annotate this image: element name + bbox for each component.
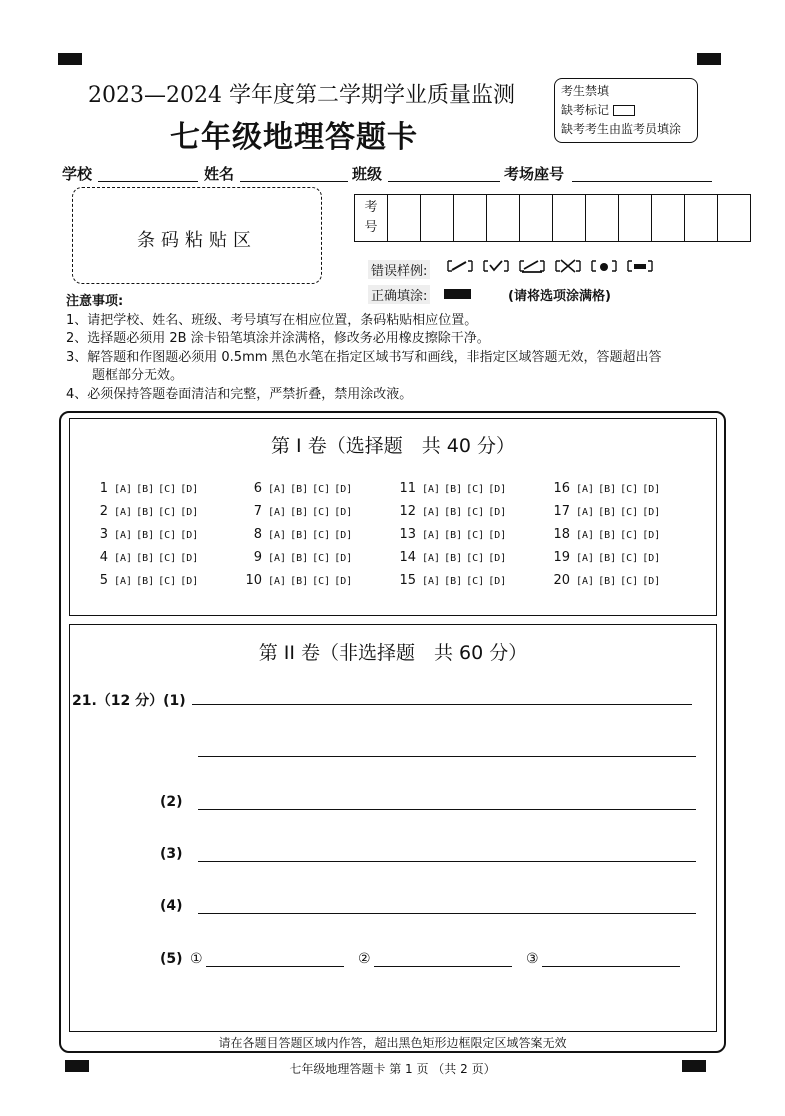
choice-bubble[interactable]: [A] [576, 530, 595, 541]
question-number: 12 [399, 504, 416, 519]
answer-line-5a[interactable] [206, 966, 344, 967]
choice-bubble[interactable]: [C] [312, 576, 331, 587]
seat-label: 考场座号 [504, 165, 565, 183]
choice-bubble[interactable]: [B] [136, 507, 155, 518]
choice-bubble[interactable]: [C] [158, 507, 177, 518]
choice-bubble[interactable]: [A] [422, 484, 441, 495]
choice-question [244, 504, 356, 519]
blank-1-marker: ① [190, 951, 203, 967]
choice-bubble[interactable]: [B] [444, 576, 463, 587]
answer-line-1a[interactable] [192, 704, 692, 705]
choice-bubble[interactable]: [A] [422, 576, 441, 587]
answer-line-1b[interactable] [198, 756, 696, 757]
choice-bubble[interactable]: [D] [334, 484, 353, 495]
question-number: 13 [399, 527, 416, 542]
choice-bubble[interactable]: [C] [620, 484, 639, 495]
exam-number-cell[interactable] [553, 195, 586, 241]
absent-mark-box [554, 78, 698, 143]
subquestion-5-label: (5) [160, 951, 183, 967]
choice-bubble[interactable]: [D] [642, 576, 661, 587]
choice-bubble[interactable]: [B] [598, 484, 617, 495]
absent-mark-checkbox[interactable] [613, 105, 635, 116]
choice-question [244, 481, 356, 496]
error-sample-dot-icon [590, 259, 618, 273]
question-number: 3 [99, 527, 108, 542]
choice-bubble[interactable]: [B] [598, 507, 617, 518]
error-example-label: 错误样例: [368, 260, 430, 279]
question-number: 8 [253, 527, 262, 542]
error-sample-partial-icon [626, 259, 654, 273]
choice-bubble[interactable]: [A] [576, 507, 595, 518]
error-sample-check-icon [482, 259, 510, 273]
exam-number-cell[interactable] [421, 195, 454, 241]
choice-question [552, 573, 664, 588]
question-number: 10 [245, 573, 262, 588]
question-number: 14 [399, 550, 416, 565]
choice-bubble[interactable]: [B] [136, 530, 155, 541]
choice-question [552, 550, 664, 565]
choice-bubble[interactable]: [C] [312, 530, 331, 541]
choice-bubble[interactable]: [D] [642, 507, 661, 518]
choice-bubble[interactable]: [D] [488, 576, 507, 587]
question-21-label: 21.（12 分）(1) [72, 693, 186, 709]
choice-bubble[interactable]: [D] [488, 530, 507, 541]
choice-bubble[interactable]: [C] [158, 576, 177, 587]
question-number: 16 [553, 481, 570, 496]
school-label: 学校 [62, 165, 93, 183]
question-number: 9 [253, 550, 262, 565]
choice-bubble[interactable]: [B] [598, 553, 617, 564]
choice-bubble[interactable]: [A] [114, 507, 133, 518]
instructions [66, 293, 746, 404]
choice-question [90, 504, 202, 519]
absent-box-heading: 考生禁填 [561, 84, 610, 98]
choice-bubble[interactable]: [D] [180, 507, 199, 518]
choice-bubble[interactable]: [B] [444, 530, 463, 541]
question-number: 18 [553, 527, 570, 542]
exam-title: 2023—2024 学年度第二学期学业质量监测 [88, 83, 515, 108]
question-number: 15 [399, 573, 416, 588]
question-number: 4 [99, 550, 108, 565]
choice-bubble[interactable]: [C] [620, 530, 639, 541]
answer-line-3[interactable] [198, 861, 696, 862]
choice-bubble[interactable]: [C] [312, 507, 331, 518]
error-sample-underline-icon [518, 259, 546, 273]
student-info-fields [62, 163, 722, 187]
exam-number-cell[interactable] [652, 195, 685, 241]
choice-bubble[interactable]: [D] [642, 530, 661, 541]
choice-bubble[interactable]: [C] [158, 484, 177, 495]
choice-bubble[interactable]: [C] [466, 530, 485, 541]
choice-bubble[interactable]: [A] [114, 530, 133, 541]
instructions-heading: 注意事项: [66, 294, 124, 309]
question-number: 20 [553, 573, 570, 588]
choice-section-title: 第 I 卷（选择题 共 40 分） [271, 435, 515, 457]
subquestion-3-label: (3) [160, 846, 183, 862]
choice-bubble[interactable]: [A] [268, 484, 287, 495]
error-example-marks [446, 259, 654, 273]
choice-bubble[interactable]: [D] [488, 484, 507, 495]
choice-bubble[interactable]: [D] [334, 507, 353, 518]
exam-number-cell[interactable] [619, 195, 652, 241]
choice-bubble[interactable]: [B] [290, 530, 309, 541]
choice-bubble[interactable]: [A] [422, 553, 441, 564]
choice-bubble[interactable]: [C] [466, 553, 485, 564]
boundary-warning: 请在各题目答题区域内作答，超出黑色矩形边框限定区域答案无效 [218, 1036, 567, 1050]
choice-section [69, 418, 717, 616]
choice-bubble[interactable]: [B] [598, 576, 617, 587]
choice-question [398, 504, 510, 519]
choice-bubble[interactable]: [A] [422, 530, 441, 541]
choice-bubble[interactable]: [A] [114, 576, 133, 587]
choice-bubble[interactable]: [A] [422, 507, 441, 518]
page-number: 七年级地理答题卡 第 1 页 （共 2 页） [289, 1062, 496, 1076]
choice-bubble[interactable]: [B] [444, 484, 463, 495]
subquestion-2-label: (2) [160, 794, 183, 810]
choice-bubble[interactable]: [C] [158, 553, 177, 564]
exam-number-cell[interactable] [718, 195, 750, 241]
choice-question [244, 527, 356, 542]
blank-2-marker: ② [358, 951, 371, 967]
choice-bubble[interactable]: [D] [642, 553, 661, 564]
choice-bubble[interactable]: [D] [180, 530, 199, 541]
choice-bubble[interactable]: [B] [290, 507, 309, 518]
barcode-label: 条码粘贴区 [137, 230, 257, 251]
question-number: 19 [553, 550, 570, 565]
class-input-line[interactable] [388, 181, 500, 182]
choice-question [398, 573, 510, 588]
exam-number-grid [354, 194, 751, 242]
question-number: 7 [253, 504, 262, 519]
choice-question [90, 550, 202, 565]
exam-number-label: 考 号 [355, 195, 388, 241]
question-number: 11 [399, 481, 416, 496]
name-input-line[interactable] [240, 181, 348, 182]
registration-mark-top-right [697, 53, 721, 65]
choice-question [552, 481, 664, 496]
error-sample-cross-icon [554, 259, 582, 273]
choice-question [552, 504, 664, 519]
registration-mark-top-left [58, 53, 82, 65]
choice-bubble[interactable]: [C] [466, 576, 485, 587]
choice-bubble[interactable]: [A] [114, 484, 133, 495]
question-number: 1 [99, 481, 108, 496]
instruction-item: 4、必须保持答题卷面清洁和完整，严禁折叠，禁用涂改液。 [66, 386, 413, 402]
choice-bubble[interactable]: [B] [136, 576, 155, 587]
choice-bubble[interactable]: [B] [444, 553, 463, 564]
choice-bubble[interactable]: [D] [180, 553, 199, 564]
exam-number-cell[interactable] [388, 195, 421, 241]
choice-bubble[interactable]: [B] [290, 484, 309, 495]
choice-question [552, 527, 664, 542]
choice-bubble[interactable]: [B] [290, 576, 309, 587]
choice-bubble[interactable]: [B] [136, 484, 155, 495]
instruction-item: 2、选择题必须用 2B 涂卡铅笔填涂并涂满格，修改务必用橡皮擦除干净。 [66, 331, 490, 346]
question-number: 6 [253, 481, 262, 496]
question-number: 2 [99, 504, 108, 519]
subquestion-4-label: (4) [160, 898, 183, 914]
choice-bubble[interactable]: [D] [180, 576, 199, 587]
choice-bubble[interactable]: [B] [444, 507, 463, 518]
exam-number-cell[interactable] [685, 195, 718, 241]
choice-bubble[interactable]: [B] [290, 553, 309, 564]
answer-line-4[interactable] [198, 913, 696, 914]
choice-bubble[interactable]: [A] [114, 553, 133, 564]
choice-question [398, 527, 510, 542]
choice-bubble[interactable]: [C] [620, 576, 639, 587]
choice-question [90, 481, 202, 496]
absent-mark-label: 缺考标记 [561, 103, 610, 117]
choice-bubble[interactable]: [C] [312, 553, 331, 564]
choice-bubble[interactable]: [A] [268, 553, 287, 564]
correct-fill-note: (请将选项涂满格) [508, 289, 611, 304]
exam-number-cell[interactable] [454, 195, 487, 241]
choice-question [244, 573, 356, 588]
question-number: 17 [553, 504, 570, 519]
choice-bubble[interactable]: [B] [136, 553, 155, 564]
correct-example-label: 正确填涂: [368, 285, 430, 304]
seat-input-line[interactable] [572, 181, 712, 182]
choice-bubble[interactable]: [D] [642, 484, 661, 495]
choice-bubble[interactable]: [D] [334, 553, 353, 564]
name-label: 姓名 [204, 165, 235, 183]
choice-bubble[interactable]: [D] [180, 484, 199, 495]
answer-line-5b[interactable] [374, 966, 512, 967]
question-number: 5 [99, 573, 108, 588]
instruction-item: 题框部分无效。 [92, 368, 184, 383]
free-response-section [69, 624, 717, 1032]
choice-bubble[interactable]: [A] [576, 553, 595, 564]
exam-number-cell[interactable] [487, 195, 520, 241]
choice-bubble[interactable]: [D] [334, 530, 353, 541]
answer-line-5c[interactable] [542, 966, 680, 967]
instruction-item: 1、请把学校、姓名、班级、考号填写在相应位置，条码粘贴相应位置。 [66, 312, 478, 328]
answer-sheet-title: 七年级地理答题卡 [170, 120, 418, 155]
school-input-line[interactable] [98, 181, 198, 182]
choice-bubble[interactable]: [A] [268, 507, 287, 518]
choice-bubble[interactable]: [C] [158, 530, 177, 541]
choice-bubble[interactable]: [D] [488, 507, 507, 518]
choice-bubble[interactable]: [C] [466, 484, 485, 495]
choice-bubble[interactable]: [C] [312, 484, 331, 495]
choice-bubble[interactable]: [A] [576, 576, 595, 587]
choice-question [244, 550, 356, 565]
error-sample-slash-icon [446, 259, 474, 273]
choice-bubble[interactable]: [B] [598, 530, 617, 541]
choice-question [90, 527, 202, 542]
choice-bubble[interactable]: [A] [576, 484, 595, 495]
free-response-section-title: 第 II 卷（非选择题 共 60 分） [258, 642, 528, 664]
exam-number-cell[interactable] [520, 195, 553, 241]
choice-bubble[interactable]: [C] [466, 507, 485, 518]
answer-line-2[interactable] [198, 809, 696, 810]
choice-bubble[interactable]: [C] [620, 553, 639, 564]
choice-question [90, 573, 202, 588]
instruction-item: 3、解答题和作图题必须用 0.5mm 黑色水笔在指定区域书写和画线，非指定区域答题无效，答题超出答 [66, 349, 662, 365]
choice-question [398, 481, 510, 496]
choice-bubble[interactable]: [A] [268, 576, 287, 587]
choice-bubble[interactable]: [D] [334, 576, 353, 587]
exam-number-cell[interactable] [586, 195, 619, 241]
choice-question [398, 550, 510, 565]
choice-bubble[interactable]: [A] [268, 530, 287, 541]
choice-bubble[interactable]: [C] [620, 507, 639, 518]
choice-bubble[interactable]: [D] [488, 553, 507, 564]
absent-box-note: 缺考考生由监考员填涂 [561, 122, 682, 136]
blank-3-marker: ③ [526, 951, 539, 967]
class-label: 班级 [352, 165, 383, 183]
barcode-area [72, 187, 322, 284]
